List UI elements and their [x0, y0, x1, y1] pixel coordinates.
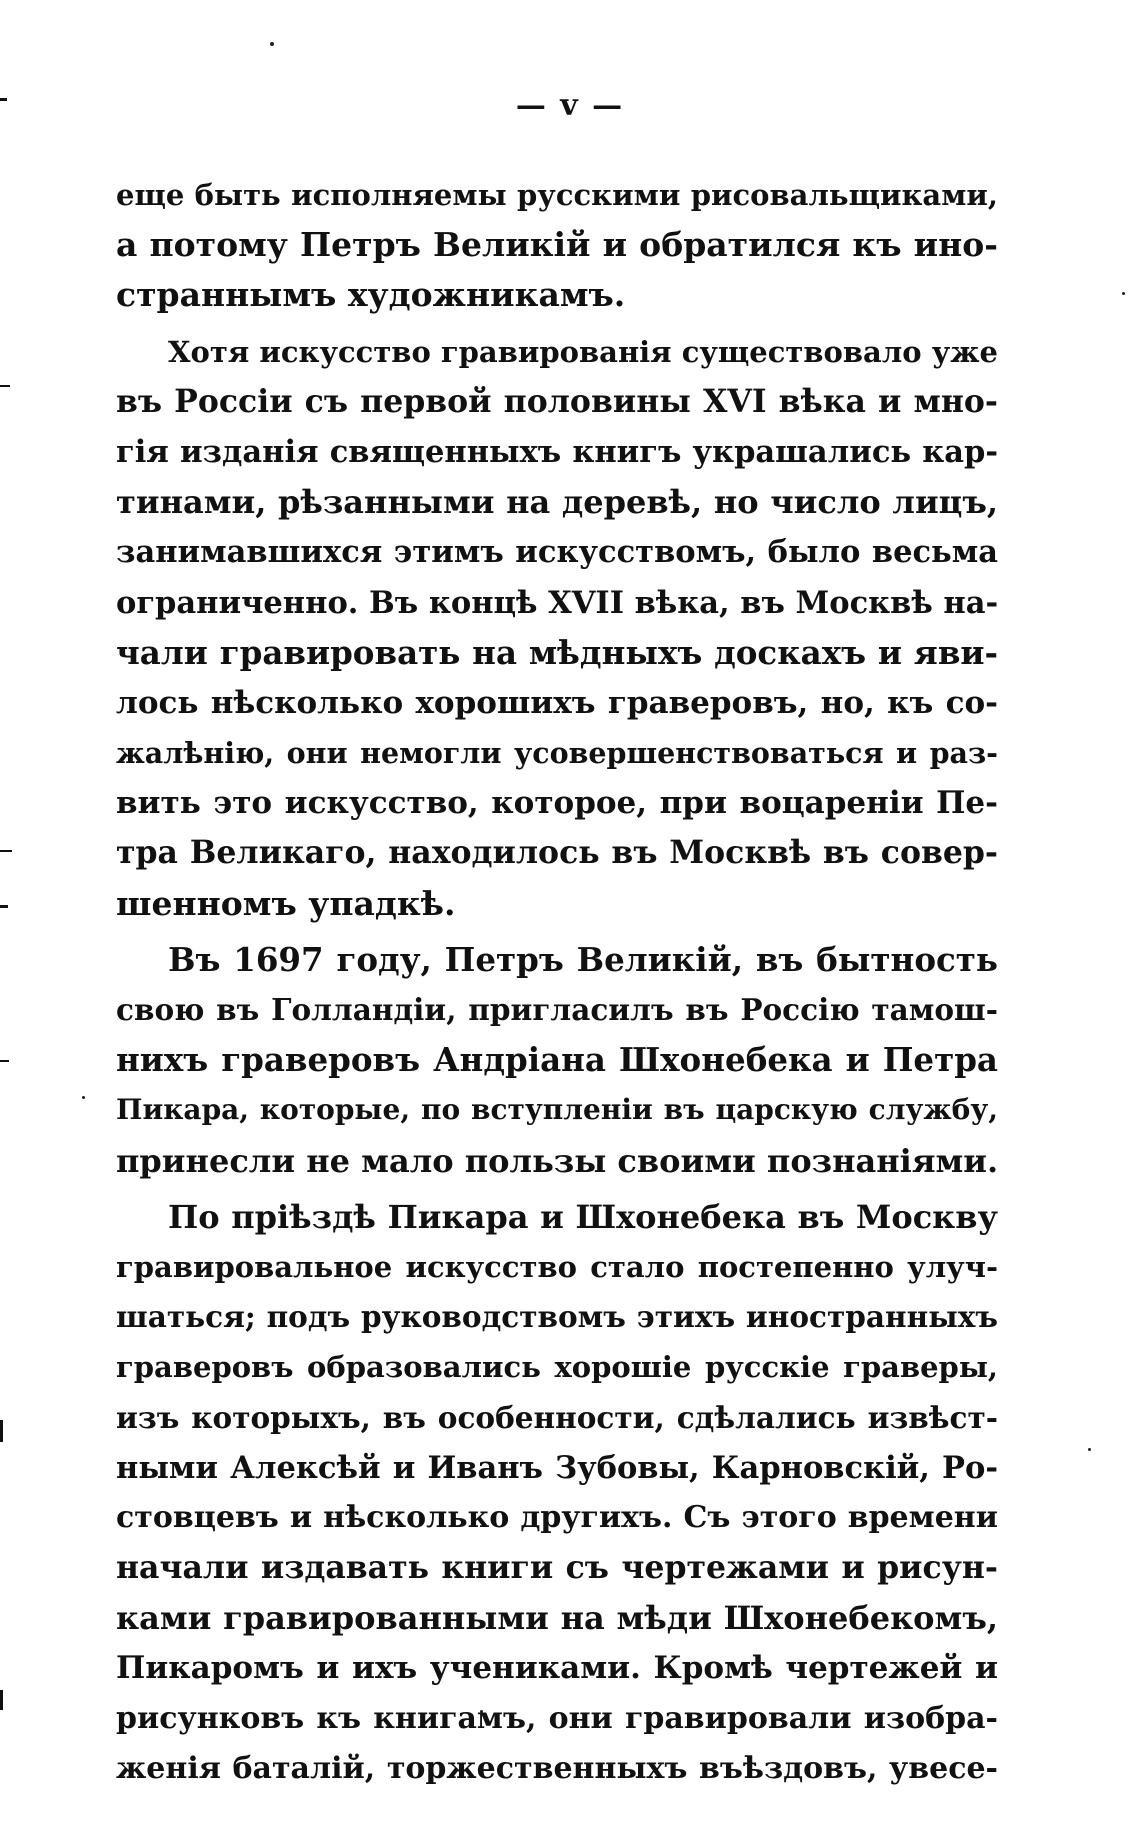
- page-number: — v —: [515, 88, 625, 123]
- text-line: По пріѣздѣ Пикара и Шхонебека въ Москву: [168, 1197, 998, 1236]
- paragraph: [116, 327, 998, 929]
- text-line: Въ 1697 году, Петръ Великій, въ бытность: [168, 939, 998, 979]
- paragraph: [116, 1192, 998, 1794]
- text-line: а потому Петръ Великій и обратился къ ино-: [116, 225, 998, 265]
- text-line: Пикаромъ и ихъ учениками. Кромѣ чертежей и: [116, 1650, 998, 1687]
- text-line: нихъ граверовъ Андріана Шхонебека и Петра: [116, 1040, 998, 1080]
- paragraph: [116, 170, 998, 321]
- text-line: въ Россіи съ первой половины XVI вѣка и мно-: [116, 382, 998, 420]
- text-line: свою въ Голландіи, пригласилъ въ Россію тамош-: [116, 992, 998, 1027]
- text-line: граверовъ образовались хорошіе русскіе граверы,: [116, 1350, 998, 1385]
- scan-speck: [1122, 292, 1125, 295]
- body-text: [116, 170, 998, 1800]
- scan-edge-mark: [0, 1690, 3, 1710]
- scan-speck: [82, 1096, 85, 1099]
- scan-edge-mark: [0, 905, 8, 908]
- text-line: Пикара, которые, по вступленіи въ царскую службу,: [116, 1093, 998, 1127]
- text-line: Хотя искусство гравированія существовало уже: [168, 334, 998, 369]
- scan-edge-mark: [0, 385, 10, 387]
- text-line: женія баталій, торжественныхъ въѣздовъ, увесе-: [116, 1750, 998, 1786]
- text-line: гравировальное искусство стало постепенно улуч-: [116, 1249, 998, 1284]
- text-line: жалѣнію, они немогли усовершенствоваться и раз-: [116, 736, 998, 771]
- paragraph: [116, 935, 998, 1186]
- text-line: начали издавать книги съ чертежами и рисун-: [116, 1549, 998, 1587]
- text-line: вить это искусство, которое, при воцареніи Пе-: [116, 785, 998, 822]
- text-line: еще быть исполняемы русскими рисовальщиками,: [116, 178, 998, 212]
- text-line: рисунковъ къ книгамъ, они гравировали изобра-: [116, 1700, 998, 1736]
- text-line: стовцевъ и нѣсколько другихъ. Съ этого времени: [116, 1499, 998, 1535]
- text-line: страннымъ художникамъ.: [116, 275, 626, 315]
- scan-edge-mark: [0, 1060, 9, 1062]
- text-line: тра Великаго, находилось въ Москвѣ въ совер-: [116, 834, 998, 872]
- text-line: ными Алексѣй и Иванъ Зубовы, Карновскій, Ро-: [116, 1449, 998, 1486]
- scan-speck: [1088, 1448, 1091, 1451]
- text-line: тинами, рѣзанными на деревѣ, но число лицъ,: [116, 483, 998, 522]
- scan-edge-mark: [0, 1420, 3, 1442]
- text-line: ками гравированными на мѣди Шхонебекомъ,: [116, 1599, 998, 1638]
- text-line: шенномъ упадкѣ.: [116, 883, 456, 923]
- text-line: изъ которыхъ, въ особенности, сдѣлались извѣст-: [116, 1399, 998, 1435]
- text-line: принесли не мало пользы своими познаніями.: [116, 1141, 999, 1180]
- text-line: лось нѣсколько хорошихъ граверовъ, но, къ со-: [116, 684, 998, 721]
- text-line: чали гравировать на мѣдныхъ доскахъ и яви-: [116, 632, 998, 672]
- scan-edge-mark: [0, 850, 12, 852]
- text-line: шаться; подъ руководствомъ этихъ иностранныхъ: [116, 1299, 998, 1335]
- text-line: занимавшихся этимъ искусствомъ, было весьма: [116, 534, 998, 571]
- scan-speck: [270, 42, 274, 46]
- text-line: ограниченно. Въ концѣ XVII вѣка, въ Москвѣ на-: [116, 584, 999, 621]
- text-line: гія изданія священныхъ книгъ украшались кар-: [116, 433, 998, 470]
